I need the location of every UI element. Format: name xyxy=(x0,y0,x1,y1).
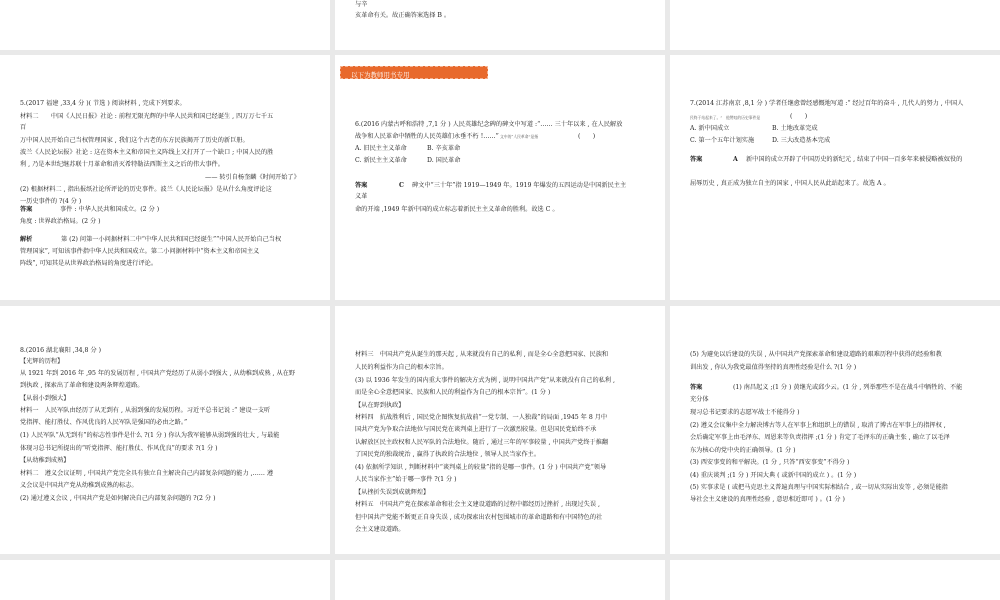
q5-source: —— 转引自杨奎麟《时间开始了》 xyxy=(205,174,300,181)
q8-answer-line: 现习总书记要求的志愿军战士不能得分 ) xyxy=(690,409,800,416)
q8-text-line: 材料一 人民军队由经历了从无到有 , 从弱到强的发展历程。习近平总书记说 :“ 建设一支听 xyxy=(20,407,271,414)
banner-text: 以下为教师用书专用 xyxy=(351,71,410,79)
q7-explanation-line: 屈辱历史 , 真正成为独立自主的国家 , 中国人民从此站起来了。故选 A 。 xyxy=(690,180,890,187)
top-middle-line-2: 亥革命有关。故正确答案选择 B 。 xyxy=(355,12,451,19)
q8-section-tag: 【从弱小到强大】 xyxy=(20,395,70,402)
q8-mid-line: (4) 依据所学知识 , 判断材料中“谈判桌上的较量”指的是哪一事件。(1 分 ) 中国共产党“领导 xyxy=(355,464,607,471)
q8-answer-line: (1) 南昌起义 ;(1 分 ) 黄继光或邱少云。(1 分 , 列举那些不是在战斗中牺牲的、不能 xyxy=(733,384,963,391)
q8-right-line: (5) 为避免以后建设的失误 , 从中国共产党探索革命和建设道路的艰难历程中获得的经验和教 xyxy=(690,351,942,358)
q6-question-line: 战争和人民革命中牺牲的人民英雄们永垂不朽 !……” xyxy=(355,133,499,140)
q7-answer-label: 答案 xyxy=(690,156,703,163)
q8-text-line: 从 1921 年到 2016 年 ,95 年的发展历程 , 中国共产党经历了从弱小到强大 , 从幼稚到成熟 , 从在野 xyxy=(20,370,296,377)
q8-answer-line: (3) 西安事变的和平解决。(1 分 , 只答“西安事变”不得分 ) xyxy=(690,459,850,466)
q6-option-a: A. 旧民主主义革命 xyxy=(355,145,407,152)
q5-question-line: (2) 根据材料二 , 指出报纸社论所评论的历史事件。波兰《人民论坛报》是从什么角度评论这 xyxy=(20,186,272,193)
q8-mid-line: 材料三 中国共产党从诞生的那天起 , 从来就没有自己的私利 , 而是全心全意把国家、民族和 xyxy=(355,351,609,358)
q5-answer-label: 答案 xyxy=(20,206,33,213)
q8-section-tag: 【从幼稚到成熟】 xyxy=(20,457,70,464)
q8-mid-line: 人民的利益作为自己的根本宗旨。 xyxy=(355,364,448,371)
q5-heading: 5.(2017 福建 ,33,4 分 )( 节选 ) 阅读材料 , 完成下列要求。 xyxy=(20,100,186,107)
q7-option-c: C. 第一个五年计划实施 xyxy=(690,137,755,144)
q8-text-line: 义会议是中国共产党从幼稚到成熟的标志。 xyxy=(20,482,138,489)
q6-option-d: D. 国民革命 xyxy=(427,157,461,164)
q8-answer-line: 导社会主义建设的真理性经验 , 意思相近即可 ) 。(1 分 ) xyxy=(690,496,845,503)
q8-mid-line: 材料五 中国共产党在探索革命和社会主义建设道路的过程中都经历过挫折 , 出现过失误 , xyxy=(355,501,600,508)
q8-mid-line: 而是全心全意把国家、民族和人民的利益作为自己的根本宗旨”。(1 分 ) xyxy=(355,389,551,396)
q7-question-line: 7.(2014 江苏南京 ,8,1 分 ) 学者任继愈曾经感慨地写道 :“ 经过百年的奋斗 , 几代人的努力 , 中国人 xyxy=(690,100,964,107)
q8-section-tag: 【光辉的历程】 xyxy=(20,358,64,365)
q8-mid-line: 人民当家作主”始于哪一事件 ?(1 分 ) xyxy=(355,476,457,483)
q5-material-line: 波兰《人民论坛报》社论 : 这在资本主义和帝国主义阵线上又打开了一个缺口 ; 中国人民的胜 xyxy=(20,149,274,156)
q6-explanation-line: 命的开端 ,1949 年新中国的成立标志着新民主主义革命的胜利。故选 C 。 xyxy=(355,206,559,213)
q5-material-line: 万中国人民开始自己当权管理国家 , 我们这个古老的东方民族揭开了历史的新巨册。 xyxy=(20,137,249,144)
q6-answer-label: 答案 xyxy=(355,182,368,189)
q7-option-d: D. 三大改造基本完成 xyxy=(772,137,831,144)
q8-mid-line: 会主义建设道路。 xyxy=(355,526,405,533)
q7-option-b: B. 土地改革完成 xyxy=(772,125,818,132)
q8-mid-line: 国共产党为争取合法地位与国民党在谈判桌上进行了一次激烈较量。但是国民党始终不承 xyxy=(355,426,597,433)
q8-mid-line: 但中国共产党能不断更正自身失误 , 成功探索出农村包围城市的革命道路和有中国特色的社 xyxy=(355,514,603,521)
teacher-only-banner xyxy=(340,66,488,79)
q8-heading: 8.(2016 湖北襄阳 ,34,8 分 ) xyxy=(20,347,102,354)
q8-answer-line: 充分体 xyxy=(690,396,709,403)
card-bottom-right xyxy=(670,560,1000,600)
q6-question-note: 文中的“人民革命”是指 xyxy=(500,134,539,139)
q8-mid-line: (3) 以 1936 年发生的国内重大事件的解决方式为例 , 说明中国共产党“从来就没有自己的私利 , xyxy=(355,377,615,384)
q5-explanation-line: 阵线”, 可知其是从世界政治格局的角度进行评论。 xyxy=(20,260,158,267)
q8-mid-line: 认解放区民主政权和人民军队的合法地位。随后 , 通过三年的军事较量 , 中国共产党终于推翻 xyxy=(355,439,609,446)
q6-option-c: C. 新民主主义革命 xyxy=(355,157,407,164)
q6-answer-letter: C xyxy=(399,182,404,189)
q8-mid-line: 了国民党的独裁统治 , 赢得了执政的合法地位 , 领导人民当家作主。 xyxy=(355,451,541,458)
q6-explanation-line: 碑文中“三十年”指 1919—1949 年。1919 年爆发的五四运动是中国新民主主 xyxy=(412,182,627,189)
q7-option-a: A. 新中国成立 xyxy=(690,125,730,132)
q7-question-line-2: 民终于站起来了。” xyxy=(690,115,723,120)
q5-answer-line: 事件 : 中华人民共和国成立。(2 分 ) xyxy=(60,206,160,213)
q8-text-line: 到执政 , 探索出了革命和建设两条辉煌道路。 xyxy=(20,382,144,389)
q7-answer-letter: A xyxy=(733,156,738,163)
q8-text-line: 党指挥、能打胜仗、作风优良的人民军队是强国的必由之路。” xyxy=(20,419,188,426)
q7-answer-blank: ( ) xyxy=(790,113,808,120)
q8-mid-line: 材料四 抗战胜利后 , 国民党企图恢复抗战前“一党专制、一人独裁”的局面 ,1945 年 8 月中 xyxy=(355,414,608,421)
q8-text-line: 体现习总书记所提出的“听党指挥、能打胜仗、作风优良”的要求 ?(1 分 ) xyxy=(20,445,218,452)
q8-text-line: (1) 人民军队“从无到有”的标志性事件是什么 ?(1 分 ) 你认为我军能够从弱到强的壮大 , 与最能 xyxy=(20,432,280,439)
q8-mid-tag: 【从在野到执政】 xyxy=(355,402,405,409)
q7-question-note: 他赞叹的历史事件是 xyxy=(726,115,761,120)
q6-answer-blank: ( ) xyxy=(578,133,596,140)
q6-option-b: B. 辛亥革命 xyxy=(427,145,461,152)
card-top-left xyxy=(0,0,330,50)
card-q6 xyxy=(335,55,665,300)
q8-text-line: 材料二 遵义会议证明 , 中国共产党完全具有独立自主解决自己内部复杂问题的能力 ,…… 遵 xyxy=(20,470,274,477)
q8-answer-line: (4) 重庆谈判 ;(1 分 ) 开国大典 ( 或新中国的成立 ) 。(1 分 ) xyxy=(690,472,857,479)
q6-explanation-line: 义革 xyxy=(355,193,368,200)
q8-answer-line: (2) 遵义会议集中全力解决博古等人在军事上和组织上的错误 , 取消了博古在军事上的指挥权 , xyxy=(690,422,946,429)
card-bottom-left xyxy=(0,560,330,600)
q5-material-line: 利 , 乃是本世纪继苏联十月革命和消灭希特勒法西斯主义之后的伟大事件。 xyxy=(20,161,224,168)
q8-answer-label: 答案 xyxy=(690,384,703,391)
card-q7 xyxy=(670,55,1000,300)
q5-question-line: 一历史事件的 ?(4 分 ) xyxy=(20,198,82,205)
q7-explanation-line: 新中国的成立开辟了中国历史的新纪元 , 结束了中国一百多年来被侵略被奴役的 xyxy=(746,156,963,163)
q8-answer-line: 会后确定军事上由毛泽东、周恩来等负责指挥 ;(1 分 ) 肯定了毛泽东的正确主张 , 确立了以毛泽 xyxy=(690,434,950,441)
q8-mid-tag: 【从挫折失误到成就辉煌】 xyxy=(355,489,430,496)
q8-text-line: (2) 通过遵义会议 , 中国共产党是如何解决自己内部复杂问题的 ?(2 分 ) xyxy=(20,495,216,502)
q8-answer-line: 东为核心的党中央的正确领导。(1 分 ) xyxy=(690,447,796,454)
q5-explanation-line: 管理国家”, 可知该事件指中华人民共和国成立。第二小问据材料中“资本主义和帝国主义 xyxy=(20,248,260,255)
card-bottom-middle xyxy=(335,560,665,600)
card-q8-answers xyxy=(670,306,1000,554)
card-top-middle xyxy=(335,0,665,50)
card-top-right xyxy=(670,0,1000,50)
q8-answer-line: (5) 实事求是 ( 或把马克思主义普遍真理与中国实际相结合 , 或一切从实际出发等 , 必须是能指 xyxy=(690,484,948,491)
top-middle-line-1: 与辛 xyxy=(355,1,368,8)
q6-question-line: 6.(2016 内蒙古呼和浩特 ,7,1 分 ) 人民英雄纪念碑的碑文中写道 :“…… 三十年以来 , 在人民解放 xyxy=(355,121,623,128)
q5-material-line: 材料二 中国《人民日报》社论 : 前程无限光辉的中华人民共和国已经诞生 , 四万万七千五 xyxy=(20,113,274,120)
q8-right-line: 训出发 , 你认为我党最值得坚持的真理性经验是什么 ?(1 分 ) xyxy=(690,364,857,371)
q5-explanation-label: 解析 xyxy=(20,236,33,243)
q5-answer-line: 角度 : 世界政治格局。(2 分 ) xyxy=(20,218,101,225)
card-q8 xyxy=(0,306,330,554)
q5-explanation-line: 第 (2) 问第一小问据材料二中“中华人民共和国已经诞生”“中国人民开始自己当权 xyxy=(61,236,282,243)
q5-material-line: 百 xyxy=(20,124,27,131)
